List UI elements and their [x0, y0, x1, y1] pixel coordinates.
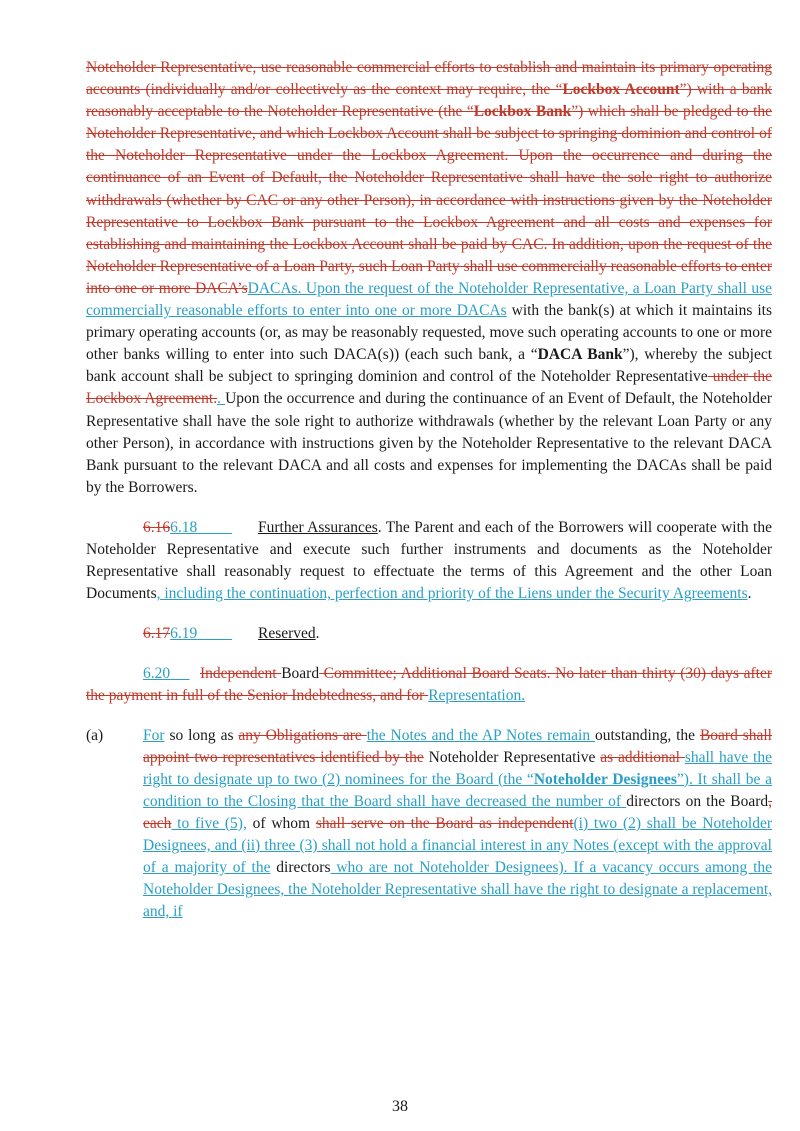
body-text: of whom — [246, 814, 316, 832]
inserted-text: , including the continuation, perfection and priority of the Liens under the Security Agreements — [156, 585, 748, 603]
deleted-defined-term: Lockbox Bank — [473, 103, 572, 121]
inserted-text: who are not Noteholder Designees). If a vacancy occurs among the Noteholder Designees, the Noteholder Representative shall have the right to designate a replacement, and, if — [143, 859, 773, 921]
body-text: ”), whereby the subject bank account shall be subject to springing dominion and control of the Noteholder Representative — [86, 346, 773, 386]
deleted-text: Board shall appoint two representatives identified by the — [143, 726, 772, 766]
inserted-text: DACAs. Upon the request of the Noteholder Representative, a Loan Party shall use commercially reasonable efforts to enter into one or more DACAs — [86, 279, 772, 320]
body-text: . — [315, 625, 320, 643]
deleted-text: shall serve on the Board as independent — [315, 814, 574, 832]
body-text: with the bank(s) at which it maintains its primary operating accounts (or, as may be reasonably requested, move such operating accounts to one or more other banks willing to enter into such DACA(s)) (each such bank, a “ — [86, 302, 773, 364]
inserted-defined-term: Noteholder Designees — [533, 770, 677, 788]
inserted-text: the Notes and the AP Notes remain — [366, 726, 595, 744]
deleted-text: any Obligations are — [238, 726, 367, 744]
inserted-text: (i) two (2) shall be Noteholder Designees, and (ii) three (3) shall not hold a financial interest in any Notes (except with the approval of a majority of the — [143, 814, 772, 877]
inserted-text: to five (5), — [171, 814, 247, 832]
section-number — [143, 517, 258, 539]
section-heading: Reserved — [258, 625, 316, 643]
section-tab — [170, 665, 189, 682]
body-text: outstanding, the — [595, 726, 700, 744]
section-number — [143, 623, 258, 645]
inserted-text: Representation. — [428, 687, 526, 705]
inserted-section-number: 6.19 — [170, 625, 198, 643]
deleted-text: under the Lockbox Agreement. — [86, 368, 773, 408]
body-text: directors — [270, 859, 331, 877]
body-text: . — [747, 585, 752, 603]
inserted-text: ”). It shall be a condition to the Closing that the Board shall have decreased the number of — [143, 770, 773, 810]
section-heading: Further Assurances — [258, 518, 378, 536]
deleted-text: ”) with a bank reasonably acceptable to the Noteholder Representative (the “ — [86, 81, 773, 121]
inserted-text: . — [217, 390, 226, 408]
deleted-text: ”) which shall be pledged to the Noteholder Representative, and which Lockbox Account shall be subject to springing dominion and control of the Noteholder Representative under the Lockbox Agreement. Upon the occurrence and during the continuance of an Event of Default, the Noteholder Representative shall have the sole right to authorize withdrawals (whether by CAC or any other Person), in accordance with instructions given by the Noteholder Representative to Lockbox Bank pursuant to the Lockbox Agreement and all costs and expenses for establishing and maintaining the Lockbox Account shall be paid by CAC. In addition, upon the request of the Noteholder Representative of a Loan Party, such Loan Party shall use commercially reasonable efforts to enter into one or more DACA’s — [86, 103, 773, 297]
defined-term: DACA Bank — [537, 346, 623, 364]
body-text: so long as — [164, 726, 239, 744]
body-text: Upon the occurrence and during the continuance of an Event of Default, the Noteholder Representative shall have the sole right to authorize withdrawals (whether by the relevant Loan Party or any other Person), in accordance with instructions given by the Noteholder Representative to the relevant DACA Bank pursuant to the relevant DACA and all costs and expenses for implementing the DACAs shall be paid by the Borrowers. — [86, 390, 773, 496]
page-number: 38 — [392, 1098, 408, 1115]
section-tab — [197, 625, 232, 642]
deleted-text: as additional — [600, 748, 685, 766]
body-text: . The Parent and each of the Borrowers will cooperate with the Noteholder Representative and execute such further instruments and documents as the Noteholder Representative shall reasonably request to effectuate the terms of this Agreement and the other Loan Documents — [86, 518, 772, 603]
inserted-section-number: 6.18 — [170, 518, 198, 536]
deleted-text: Independent — [200, 665, 282, 683]
section-tab — [197, 519, 232, 536]
body-text: directors on the Board — [626, 792, 769, 810]
section-6-20 — [86, 663, 772, 707]
deleted-defined-term: Lockbox Account — [562, 81, 680, 99]
section-6-18 — [86, 517, 772, 605]
section-6-19 — [86, 623, 772, 645]
section-number — [143, 663, 200, 685]
inserted-text: shall have the right to designate up to two (2) nominees for the Board (the “ — [143, 748, 772, 788]
deleted-section-number: 6.16 — [143, 518, 171, 536]
document-page — [86, 57, 772, 923]
deleted-text: Committee; Additional Board Seats. No later than thirty (30) days after the payment in full of the Senior Indebtedness, and for — [86, 665, 772, 705]
deleted-section-number: 6.17 — [143, 625, 171, 643]
paragraph-lockbox-daca — [86, 57, 772, 499]
subsection-label: (a) — [86, 726, 104, 744]
inserted-section-number: 6.20 — [143, 665, 171, 683]
body-text: Noteholder Representative — [423, 748, 601, 766]
inserted-text: For — [143, 726, 165, 744]
section-heading: Board — [281, 665, 320, 683]
deleted-text: , each — [143, 792, 772, 832]
deleted-text: Noteholder Representative, use reasonable commercial efforts to establish and maintain its primary operating accounts (individually and/or collectively as the context may require, the “ — [86, 59, 772, 99]
subsection-a — [86, 725, 772, 924]
